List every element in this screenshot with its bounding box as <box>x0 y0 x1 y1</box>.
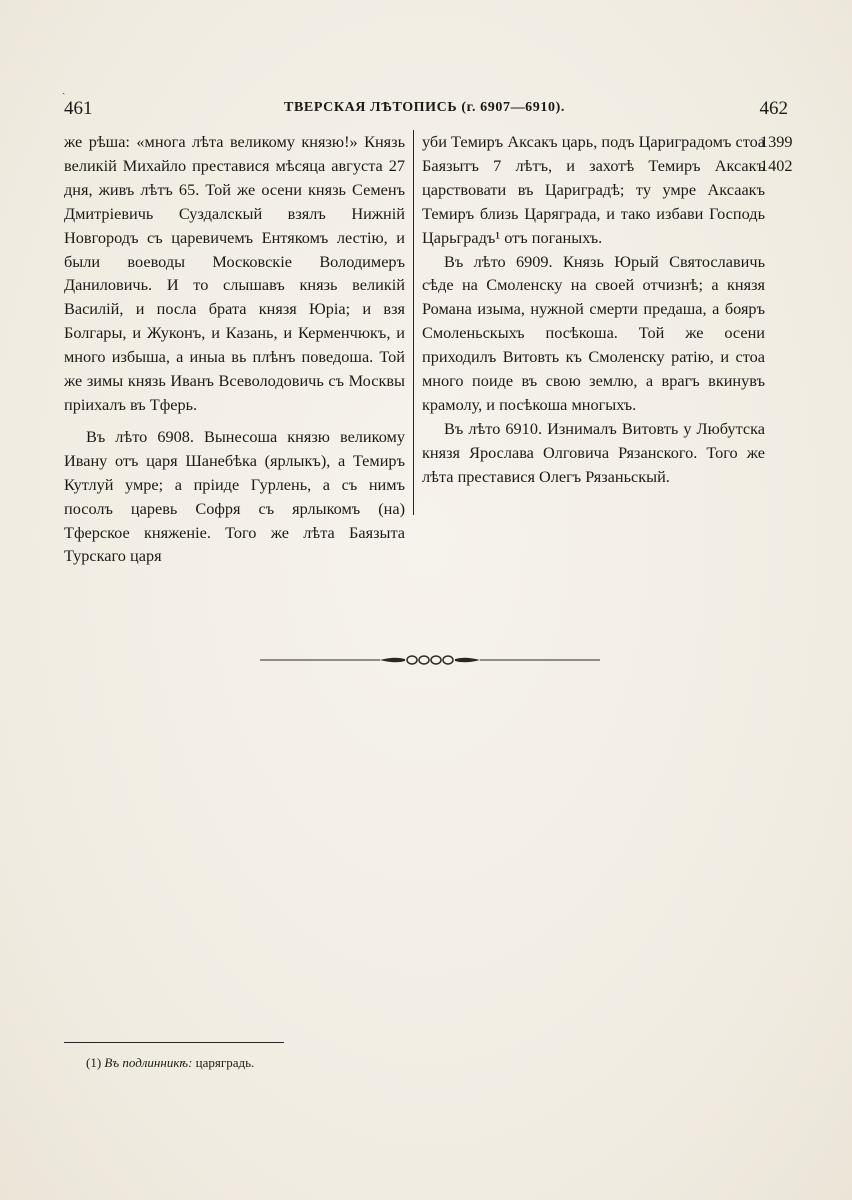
paragraph: уби Темиръ Аксакъ царь, подъ Цариградомъ стоа Баязытъ 7 лѣтъ, и захотѣ Темиръ Аксакъ царствовати въ Цариградѣ; ту умре Аксаакъ Темиръ близь Царяграда, и тако избави Господь Царьградъ¹ отъ поганыхъ. <box>422 132 765 247</box>
margin-years <box>760 130 793 178</box>
footnote-number: (1) <box>86 1055 102 1070</box>
footnote-italic: Въ подлинникѣ: <box>104 1055 193 1070</box>
footnote <box>86 1055 254 1071</box>
page-header <box>64 96 788 126</box>
left-column <box>64 130 405 568</box>
footnote-text: царяградь. <box>195 1055 255 1070</box>
margin-year: 1399 <box>760 132 793 151</box>
paragraph: Въ лѣто 6909. Князь Юрый Святославичь сѣде на Смоленску на своей отчизнѣ; а князя Романа изыма, нужной смерти предаша, а бояръ Смоленьскыхъ посѣкоша. Той же осени приходилъ Витовть къ Смоленску ратію, и стоа много поиде въ свою землю, а врагъ вкинувъ крамолу, и посѣкоша многыхъ. <box>422 251 765 414</box>
margin-year: 1402 <box>760 155 793 175</box>
running-title: ТВЕРСКАЯ ЛѢТОПИСЬ (г. 6907—6910). <box>284 100 565 115</box>
page-number-right: 462 <box>759 98 788 119</box>
page-number-left: 461 <box>64 98 93 119</box>
paragraph: Въ лѣто 6908. Вынесоша князю великому Ивану отъ царя Шанебѣка (ярлыкъ), а Темиръ Кутлуй умре; а пріиде Гурлень, а съ нимъ посолъ царевь Софря съ ярлыкомъ (на) Тферское княженіе. Того же лѣта Баязыта Турскаго царя <box>64 426 405 566</box>
footnote-rule <box>64 1042 284 1043</box>
column-divider <box>413 130 414 515</box>
right-column <box>422 130 765 489</box>
paragraph: Въ лѣто 6910. Изнималъ Витовть у Любутска князя Ярослава Олговича Рязанского. Того же лѣта преставися Олегъ Рязаньскый. <box>422 418 765 486</box>
ornament-divider <box>260 650 600 670</box>
paragraph: же рѣша: «многа лѣта великому князю!» Князь великій Михайло преставися мѣсяца августа 27 дня, живъ лѣтъ 65. Той же осени князь Семенъ Дмитріевичь Суздалскый взялъ Нижній Новгородъ съ царевичемъ Ентякомъ лестію, и были воеводы Московскіе Володимеръ Даниловичь. И то слышавъ князь великій Василій, и посла брата князя Юріа; и взя Болгары, и Жуконъ, и Казань, и Керменчюкъ, и много избыша, а иныа вь плѣнъ поведоша. Той же зимы князь Иванъ Всеволодовичь съ Москвы пріихалъ въ Тферь. <box>64 132 405 414</box>
page-mark: ˏ <box>62 84 66 95</box>
